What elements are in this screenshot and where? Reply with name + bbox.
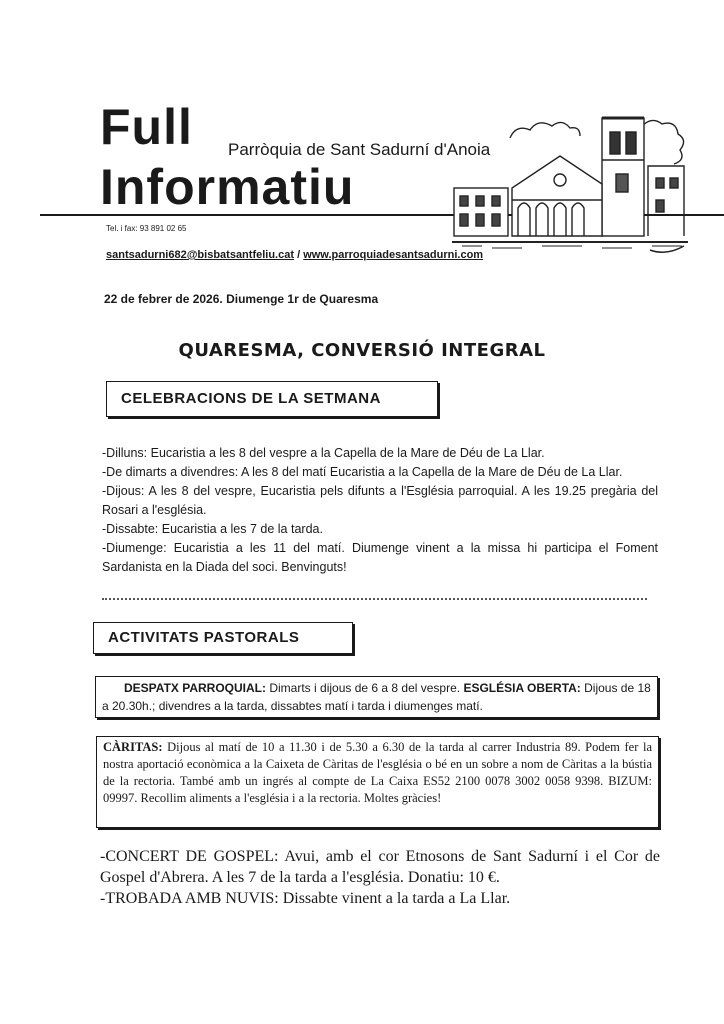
email-link[interactable]: santsadurni682@bisbatsantfeliu.cat [106, 249, 295, 261]
date-line: 22 de febrer de 2026. Diumenge 1r de Quaresma [104, 292, 379, 306]
despatx-box [95, 676, 658, 718]
list-item: -Dilluns: Eucaristia a les 8 del vespre a la Capella de la Mare de Déu de La Llar. [102, 446, 545, 460]
caritas-text: Dijous al matí de 10 a 11.30 i de 5.30 a 6.30 de la tarda al carrer Industria 89. Podem fer la nostra aportació econòmica a la Caixeta de Càritas de l'església o bé en un sobre a nom de Càritas a la bústia de la rectoria. També amb un ingrés al compte de La Caixa ES52 2100 0078 3002 0058 9398. BIZUM: 09997. Recollim aliments a l'església i a la rectoria. Moltes gràcies! [103, 740, 652, 805]
announcement-item: -TROBADA AMB NUVIS: Dissabte vinent a la tarda a La Llar. [100, 890, 511, 907]
contact-separator: / [294, 249, 304, 261]
church-illustration [452, 96, 692, 256]
announcements [100, 846, 660, 909]
pastoral-heading: ACTIVITATS PASTORALS [93, 622, 353, 654]
celebrations-list [102, 444, 658, 577]
masthead-title-line2: Informatiu [100, 159, 355, 215]
dotted-divider [102, 598, 647, 600]
list-item: -Dijous: A les 8 del vespre, Eucaristia pels difunts a l'Església parroquial. A les 19.25 pregària del Rosari a l'església. [102, 484, 658, 517]
despatx-text: Dimarts i dijous de 6 a 8 del vespre. [266, 681, 464, 695]
oberta-text: Dijous de 18 a 20.30h.; divendres a la tarda, dissabtes matí i tarda i diumenges matí. [102, 681, 651, 713]
caritas-label: CÀRITAS: [103, 740, 163, 754]
masthead-title-line1: Full [100, 99, 193, 155]
celebrations-heading: CELEBRACIONS DE LA SETMANA [106, 381, 438, 417]
list-item: -Dissabte: Eucaristia a les 7 de la tarda. [102, 522, 323, 536]
oberta-label: ESGLÉSIA OBERTA: [463, 681, 581, 695]
despatx-label: DESPATX PARROQUIAL: [124, 681, 267, 695]
list-item: -Diumenge: Eucaristia a les 11 del matí. Diumenge vinent a la missa hi participa el Foment Sardanista en la Diada del soci. Benvinguts! [102, 541, 658, 574]
list-item: -De dimarts a divendres: A les 8 del matí Eucaristia a la Capella de la Mare de Déu de La Llar. [102, 465, 623, 479]
parish-name: Parròquia de Sant Sadurní d'Anoia [228, 140, 491, 159]
website-link[interactable]: www.parroquiadesantsadurni.com [303, 249, 484, 261]
phone-fax: Tel. i fax: 93 891 02 65 [106, 224, 187, 233]
contact-line [106, 249, 483, 261]
caritas-box [96, 736, 659, 828]
main-headline: QUARESMA, CONVERSIÓ INTEGRAL [178, 340, 546, 361]
announcement-item: -CONCERT DE GOSPEL: Avui, amb el cor Etnosons de Sant Sadurní i el Cor de Gospel d'Abrera. A les 7 de la tarda a l'església. Donatiu: 10 €. [100, 848, 660, 886]
